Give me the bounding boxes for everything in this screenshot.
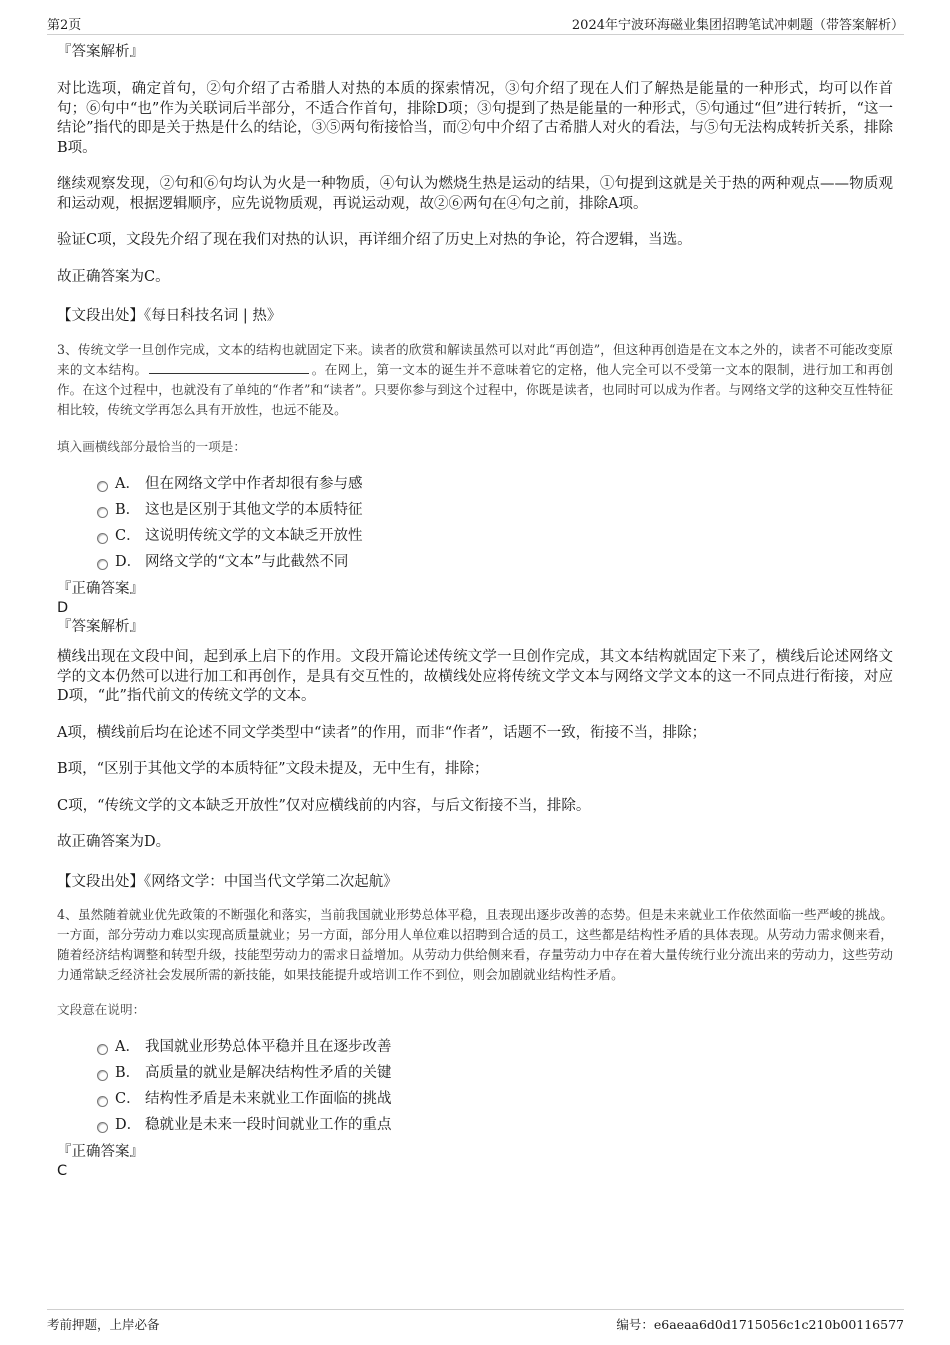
- q3-analysis-paragraph-4: C项，“传统文学的文本缺乏开放性”仅对应横线前的内容，与后文衔接不当，排除。: [57, 797, 591, 814]
- option-letter: A．: [115, 1038, 140, 1055]
- q3-option-d[interactable]: [97, 549, 893, 575]
- page-number: 第2页: [47, 18, 82, 33]
- q4-option-b[interactable]: [97, 1060, 893, 1086]
- q3-stem: [57, 340, 893, 420]
- q3-option-b[interactable]: [97, 497, 893, 523]
- document-code: 编号：e6aeaa6d0d1715056c1c210b00116577: [616, 1317, 904, 1332]
- q4-prompt: 文段意在说明：: [57, 1001, 146, 1017]
- page-footer: [47, 1309, 904, 1332]
- option-text: 结构性矛盾是未来就业工作面临的挑战: [145, 1090, 392, 1107]
- option-text: 高质量的就业是解决结构性矛盾的关键: [145, 1064, 392, 1081]
- document-title: 2024年宁波环海磁业集团招聘笔试冲刺题（带答案解析）: [571, 18, 904, 33]
- q3-analysis-paragraph-1: 横线出现在文段中间，起到承上启下的作用。文段开篇论述传统文学一旦创作完成，其文本结构就固定下来了，横线后论述网络文学的文本仍然可以进行加工和再创作，是具有交互性的，故横线处应将传统文学文本与网络文学文本的这一不同点进行衔接，对应D项，“此”指代前文的传统文学的文本。: [57, 649, 893, 704]
- option-letter: D．: [115, 554, 142, 570]
- option-letter: B．: [115, 1064, 141, 1081]
- q3-answer: D: [57, 600, 69, 616]
- q3-answer-label: 『正确答案』: [57, 581, 144, 597]
- q4-option-a[interactable]: [97, 1034, 893, 1060]
- q4-answer: C: [57, 1162, 68, 1179]
- q3-blank-line: [149, 360, 309, 374]
- option-letter: C．: [115, 528, 141, 544]
- q3-option-a[interactable]: [97, 471, 893, 497]
- q3-prompt: 填入画横线部分最恰当的一项是：: [57, 439, 246, 454]
- option-letter: A．: [115, 476, 140, 492]
- q3-analysis-paragraph-3: B项，“区别于其他文学的本质特征”文段未提及，无中生有，排除；: [57, 761, 489, 777]
- option-text: 但在网络文学中作者却很有参与感: [145, 476, 363, 492]
- q4-option-c[interactable]: [97, 1086, 893, 1112]
- radio-button[interactable]: [97, 481, 108, 492]
- option-text: 这说明传统文学的文本缺乏开放性: [145, 528, 363, 544]
- option-letter: D．: [115, 1116, 142, 1133]
- q2-source: 【文段出处】《每日科技名词 | 热》: [57, 308, 282, 324]
- page-header: [47, 12, 904, 35]
- q3-option-c[interactable]: [97, 523, 893, 549]
- radio-button[interactable]: [97, 1070, 108, 1081]
- q2-analysis-paragraph-2: 继续观察发现，②句和⑥句均认为火是一种物质，④句认为燃烧生热是运动的结果，①句提到这就是关于热的两种观点——物质观和运动观，根据逻辑顺序，应先说物质观，再说运动观，故②⑥两句在④句之前，排除A项。: [57, 176, 893, 212]
- q3-stem-before-blank: 3、传统文学一旦创作完成，文本的结构也就固定下来。读者的欣赏和解读虽然可以对此“再创造”，但这种再创造是在文本之外的，读者不可能改变原来的文本结构。: [57, 342, 893, 377]
- q3-analysis-label: 『答案解析』: [57, 619, 144, 635]
- q3-source: 【文段出处】《网络文学：中国当代文学第二次起航》: [57, 873, 398, 890]
- q2-analysis-paragraph-3: 验证C项，文段先介绍了现在我们对热的认识，再详细介绍了历史上对热的争论，符合逻辑，当选。: [57, 232, 692, 248]
- option-text: 网络文学的“文本”与此截然不同: [145, 554, 349, 570]
- q2-analysis-label: 『答案解析』: [57, 44, 144, 60]
- option-text: 这也是区别于其他文学的本质特征: [145, 502, 363, 518]
- q3-options: [57, 471, 893, 575]
- q2-analysis-paragraph-1: 对比选项，确定首句，②句介绍了古希腊人对热的本质的探索情况，③句介绍了现在人们了解热是能量的一种形式，均可以作首句；⑥句中“也”作为关联词后半部分，不适合作首句，排除D项；③句提到了热是能量的一种形式，⑤句通过“但”进行转折，“这一结论”指代的即是关于热是什么的结论，③⑤两句衔接恰当，而②句中介绍了古希腊人对火的看法，与⑤句无法构成转折关系，排除B项。: [57, 81, 893, 156]
- page-content: [57, 42, 893, 1180]
- option-text: 我国就业形势总体平稳并且在逐步改善: [145, 1038, 392, 1055]
- radio-button[interactable]: [97, 1044, 108, 1055]
- option-letter: B．: [115, 502, 141, 518]
- q2-analysis-paragraph-4: 故正确答案为C。: [57, 268, 170, 285]
- q3-stem-after-blank: 。在网上，第一文本的诞生并不意味着它的定格，他人完全可以不受第一文本的限制，进行加工和再创作。在这个过程中，也就没有了单纯的“作者”和“读者”。只要你参与到这个过程中，你既是读者，也同时可以成为作者。与网络文学的这种交互性特征相比较，传统文学再怎么具有开放性，也远不能及。: [57, 362, 894, 417]
- radio-button[interactable]: [97, 559, 108, 570]
- q4-options: [57, 1034, 893, 1138]
- radio-button[interactable]: [97, 533, 108, 544]
- q4-stem: 4、虽然随着就业优先政策的不断强化和落实，当前我国就业形势总体平稳，且表现出逐步改善的态势。但是未来就业工作依然面临一些严峻的挑战。一方面，部分劳动力难以实现高质量就业；另一方面，部分用人单位难以招聘到合适的员工，这些都是结构性矛盾的具体表现。从劳动力需求侧来看，随着经济结构调整和转型升级，技能型劳动力的需求日益增加。从劳动力供给侧来看，存量劳动力中存在着大量传统行业分流出来的劳动力，这些劳动力通常缺乏经济社会发展所需的新技能，如果技能提升或培训工作不到位，则会加剧就业结构性矛盾。: [57, 906, 893, 982]
- q4-answer-label: 『正确答案』: [57, 1143, 144, 1160]
- radio-button[interactable]: [97, 507, 108, 518]
- q3-analysis-paragraph-5: 故正确答案为D。: [57, 834, 171, 850]
- q4-option-d[interactable]: [97, 1112, 893, 1138]
- q3-analysis-paragraph-2: A项，横线前后均在论述不同文学类型中“读者”的作用，而非“作者”，话题不一致，衔接不当，排除；: [57, 724, 707, 741]
- option-text: 稳就业是未来一段时间就业工作的重点: [145, 1116, 392, 1133]
- radio-button[interactable]: [97, 1096, 108, 1107]
- option-letter: C．: [115, 1090, 141, 1107]
- footer-slogan: 考前押题，上岸必备: [47, 1317, 160, 1332]
- radio-button[interactable]: [97, 1122, 108, 1133]
